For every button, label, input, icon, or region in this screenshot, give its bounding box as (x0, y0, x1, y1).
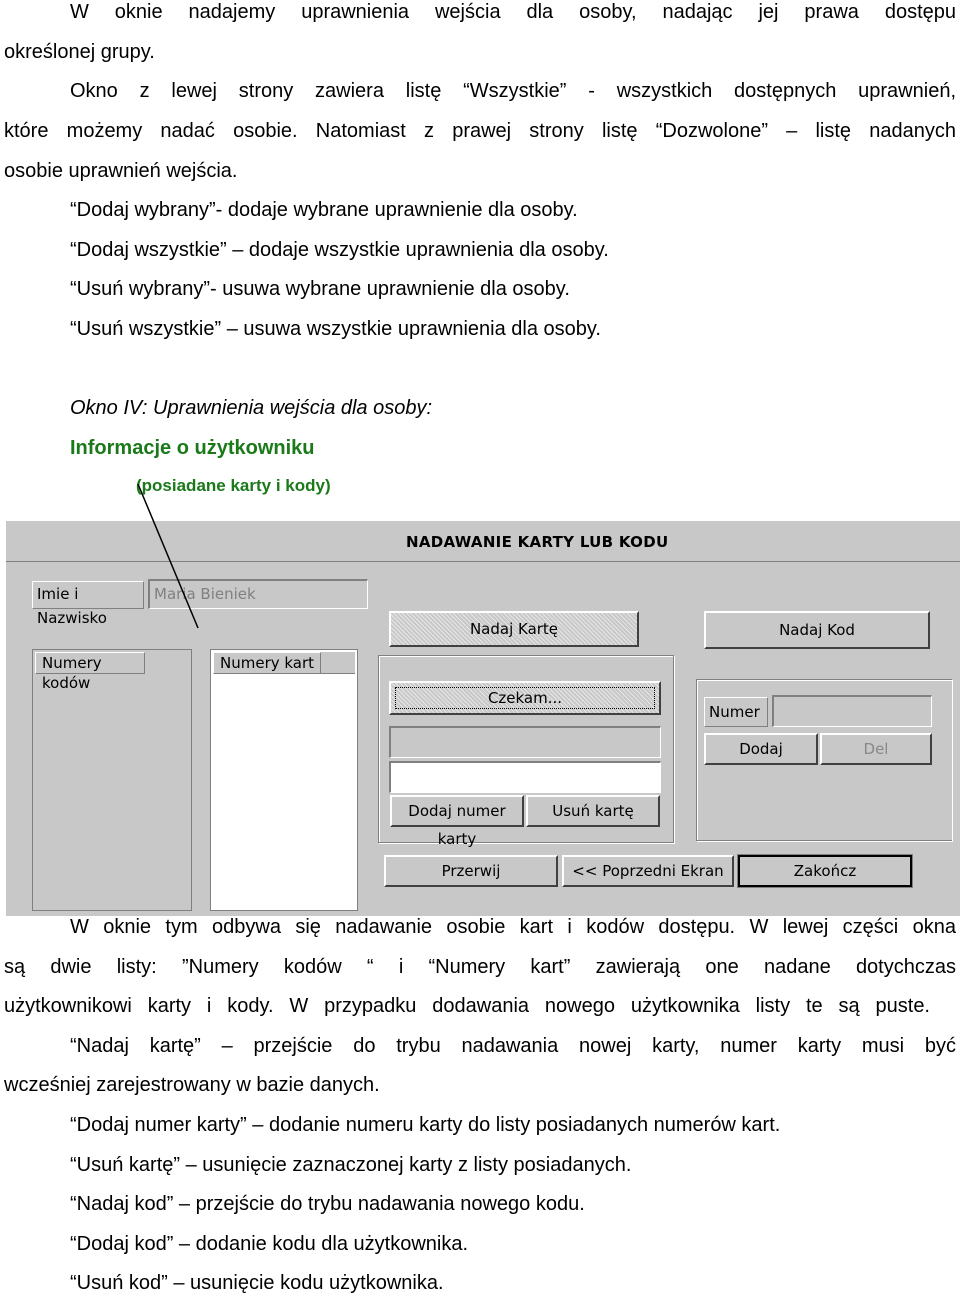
previous-screen-button[interactable]: << Poprzedni Ekran (562, 855, 734, 887)
remove-card-button[interactable]: Usuń kartę (526, 795, 660, 827)
intro-paragraph-2-line-2: które możemy nadać osobie. Natomiast z prawej strony listę “Dozwolone” – listę nadanych (4, 120, 956, 142)
callout-label: (posiadane karty i kody) (136, 476, 331, 495)
intro-item: “Dodaj wybrany”- dodaje wybrane uprawnienie dla osoby. (70, 199, 578, 221)
outro-item: “Nadaj kod” – przejście do trybu nadawania nowego kodu. (70, 1193, 585, 1215)
intro-item: “Dodaj wszystkie” – dodaje wszystkie uprawnienia dla osoby. (70, 239, 609, 261)
outro-line-3: użytkownikowi karty i kody. W przypadku dodawania nowego użytkownika listy te są puste. (4, 995, 930, 1017)
section-subheading: Informacje o użytkowniku (70, 437, 315, 459)
outro-line-4: “Nadaj kartę” – przejście do trybu nadawania nowej karty, numer karty musi być (70, 1035, 956, 1057)
add-code-button[interactable]: Dodaj (704, 733, 818, 765)
outro-item: “Usuń kod” – usunięcie kodu użytkownika. (70, 1272, 444, 1294)
callout-line (138, 484, 198, 628)
outro-item: “Usuń kartę” – usunięcie zaznaczonej karty z listy posiadanych. (70, 1154, 632, 1176)
cards-list-header: Numery kart (213, 652, 321, 674)
interrupt-button[interactable]: Przerwij (384, 855, 558, 887)
intro-paragraph-2-line-1: Okno z lewej strony zawiera listę “Wszystkie” - wszystkich dostępnych uprawnień, (70, 80, 956, 102)
outro-item: “Dodaj kod” – dodanie kodu dla użytkownika. (70, 1233, 469, 1255)
outro-line-1: W oknie tym odbywa się nadawanie osobie kart i kodów dostępu. W lewej części okna (70, 916, 956, 938)
number-label: Numer (704, 697, 768, 727)
assign-card-button[interactable]: Nadaj Kartę (389, 611, 639, 647)
outro-line-2: są dwie listy: ”Numery kodów “ i “Numery kart” zawierają one nadane dotychczas (4, 956, 956, 978)
section-heading: Okno IV: Uprawnienia wejścia dla osoby: (70, 397, 433, 419)
outro-line-5: wcześniej zarejestrowany w bazie danych. (4, 1074, 380, 1096)
card-number-input[interactable] (389, 761, 661, 793)
add-card-number-button[interactable]: Dodaj numer karty (390, 795, 524, 827)
window-title: NADAWANIE KARTY LUB KODU (406, 533, 669, 551)
intro-item: “Usuń wszystkie” – usuwa wszystkie uprawnienia dla osoby. (70, 318, 601, 340)
name-label: Imie i Nazwisko (32, 581, 144, 609)
intro-paragraph-1-line-2: określonej grupy. (4, 41, 155, 63)
intro-paragraph-1-line-1: W oknie nadajemy uprawnienia wejścia dla osoby, nadając jej prawa dostępu (70, 1, 956, 23)
intro-paragraph-2-line-3: osobie uprawnień wejścia. (4, 160, 238, 182)
name-field[interactable]: Maria Bieniek (148, 579, 368, 609)
delete-code-button[interactable]: Del (820, 733, 932, 765)
intro-item: “Usuń wybrany”- usuwa wybrane uprawnienie dla osoby. (70, 278, 570, 300)
codes-list-header: Numery kodów (35, 652, 145, 674)
outro-item: “Dodaj numer karty” – dodanie numeru karty do listy posiadanych numerów kart. (70, 1114, 781, 1136)
card-number-display (389, 726, 661, 758)
wait-button-label: Czekam... (487, 689, 563, 707)
finish-button[interactable]: Zakończ (738, 855, 912, 887)
assign-code-button[interactable]: Nadaj Kod (704, 611, 930, 649)
